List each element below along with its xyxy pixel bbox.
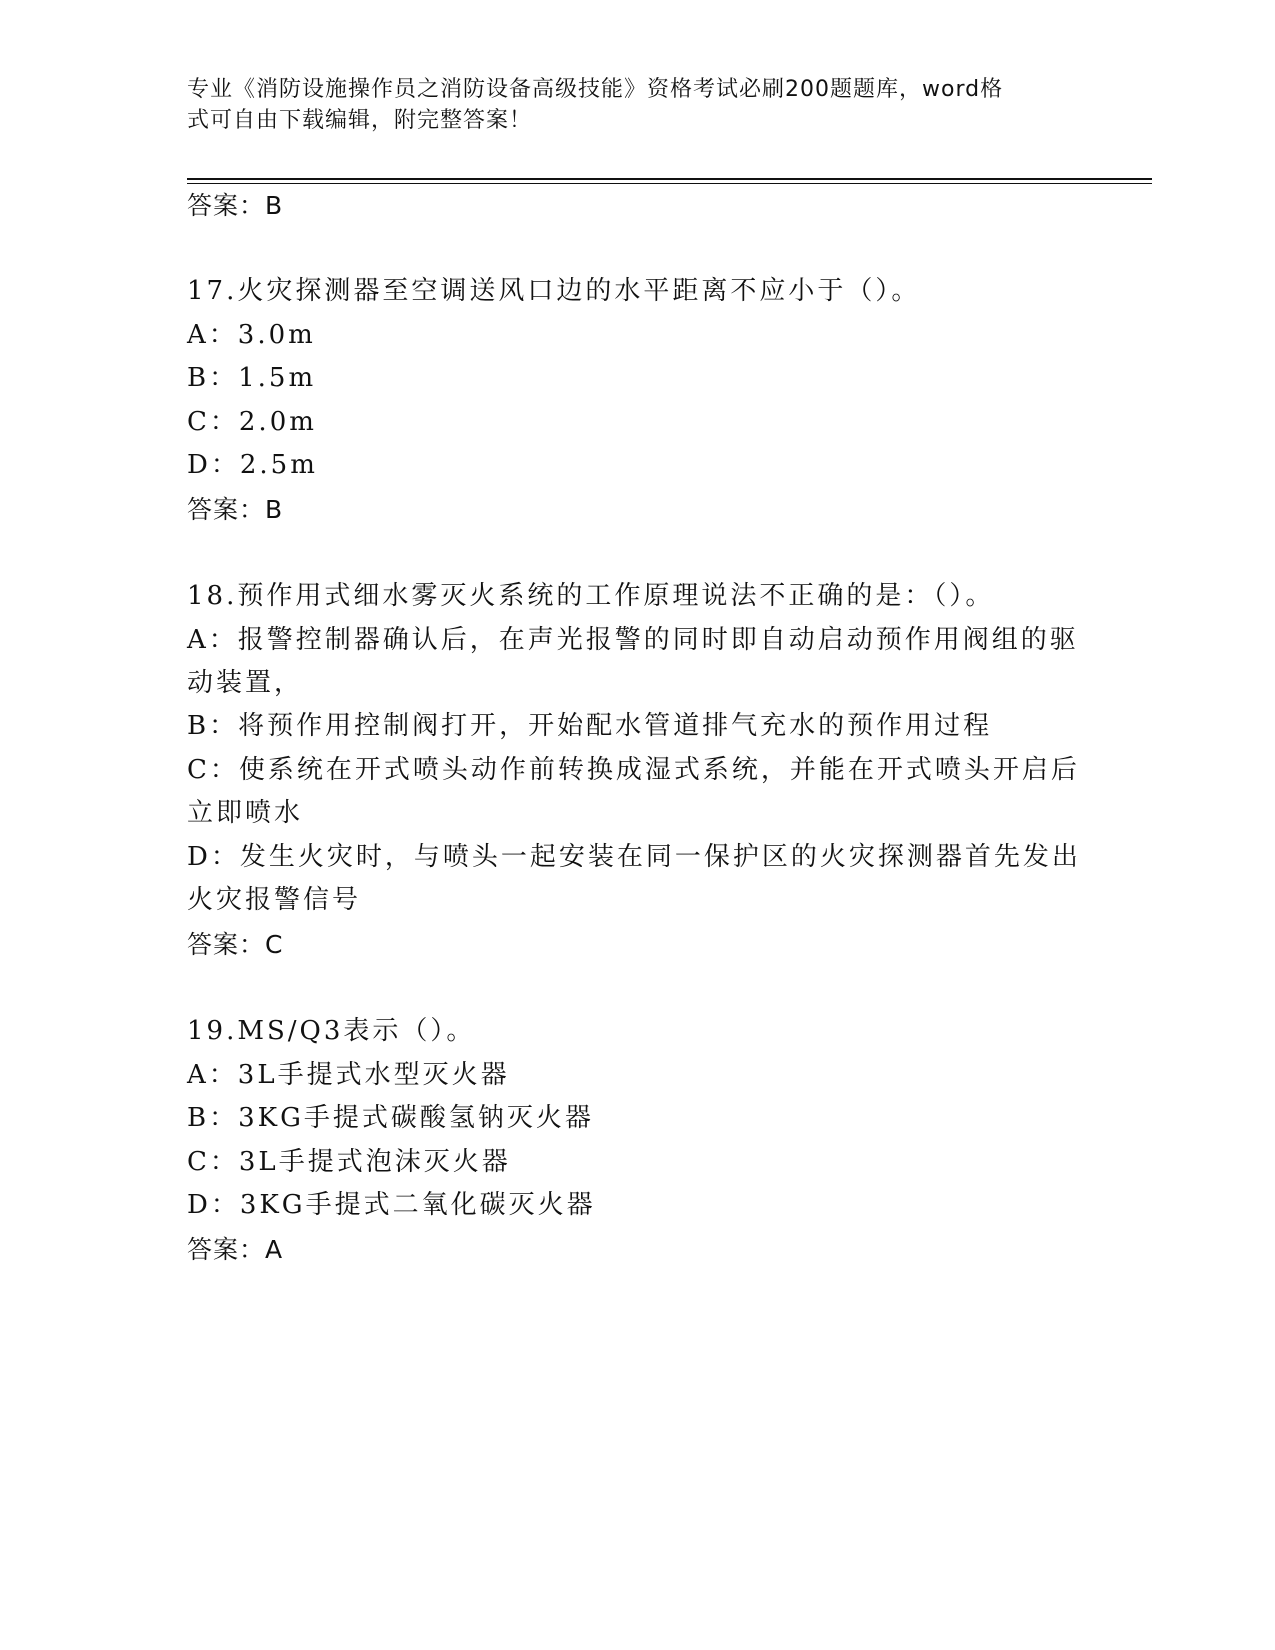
header-divider-thick xyxy=(187,178,1152,180)
question-19-answer: 答案：A xyxy=(187,1235,284,1264)
question-18-option-d-cont: 火灾报警信号 xyxy=(187,885,362,915)
question-17-option-a: A：3.0m xyxy=(187,320,316,350)
question-18-option-a: A：报警控制器确认后，在声光报警的同时即自动启动预作用阀组的驱 xyxy=(187,625,1079,655)
question-18-option-c: C：使系统在开式喷头动作前转换成湿式系统，并能在开式喷头开启后 xyxy=(187,755,1080,785)
question-18-option-b: B：将预作用控制阀打开，开始配水管道排气充水的预作用过程 xyxy=(187,711,993,741)
question-17-option-d: D：2.5m xyxy=(187,450,318,480)
question-19-stem: 19.MS/Q3表示（）。 xyxy=(187,1016,476,1046)
question-18-option-a-cont: 动装置， xyxy=(187,668,304,698)
header-line-1: 专业《消防设施操作员之消防设备高级技能》资格考试必刷200题题库，word格 xyxy=(187,77,1004,102)
header-divider-thin xyxy=(187,183,1152,184)
question-17-answer: 答案：B xyxy=(187,495,284,524)
header-line-2: 式可自由下载编辑，附完整答案！ xyxy=(187,108,533,133)
question-17-option-c: C：2.0m xyxy=(187,407,317,437)
question-19-option-d: D：3KG手提式二氧化碳灭火器 xyxy=(187,1190,596,1220)
question-18-option-c-cont: 立即喷水 xyxy=(187,798,304,828)
page-header xyxy=(187,74,1067,136)
previous-answer: 答案：B xyxy=(187,191,284,220)
question-19-option-b: B：3KG手提式碳酸氢钠灭火器 xyxy=(187,1103,594,1133)
question-18-answer: 答案：C xyxy=(187,930,284,959)
question-19-option-c: C：3L手提式泡沫灭火器 xyxy=(187,1147,511,1177)
question-17-option-b: B：1.5m xyxy=(187,363,317,393)
question-17-stem: 17.火灾探测器至空调送风口边的水平距离不应小于（）。 xyxy=(187,276,921,306)
question-18-option-d: D：发生火灾时，与喷头一起安装在同一保护区的火灾探测器首先发出 xyxy=(187,842,1081,872)
question-19-option-a: A：3L手提式水型灭火器 xyxy=(187,1060,510,1090)
question-18-stem: 18.预作用式细水雾灭火系统的工作原理说法不正确的是：（）。 xyxy=(187,581,995,611)
